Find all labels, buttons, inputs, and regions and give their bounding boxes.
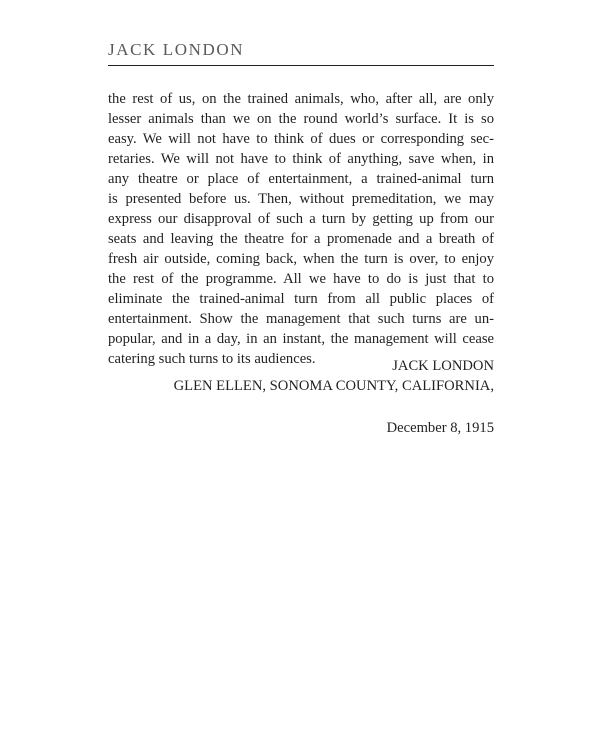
text-line: fresh air outside, coming back, when the turn is over, to enjoy <box>108 251 494 267</box>
signature-location: GLEN ELLEN, SONOMA COUNTY, CALIFORNIA, <box>173 378 494 394</box>
header-rule <box>108 65 494 66</box>
text-line: eliminate the trained-animal turn from all public places of <box>108 291 494 307</box>
text-line: lesser animals than we on the round world’s surface. It is so <box>108 111 494 127</box>
running-header: JACK LONDON <box>108 40 245 59</box>
text-line: retaries. We will not have to think of anything, save when, in <box>108 151 494 167</box>
text-line: is presented before us. Then, without premeditation, we may <box>108 191 494 207</box>
text-line: the rest of the programme. All we have to do is just that to <box>108 271 494 287</box>
text-line: express our disapproval of such a turn by getting up from our <box>108 211 494 227</box>
text-line: entertainment. Show the management that such turns are un- <box>108 311 494 327</box>
text-line: popular, and in a day, in an instant, the management will cease <box>108 331 494 347</box>
text-line: seats and leaving the theatre for a promenade and a breath of <box>108 231 494 247</box>
text-line: easy. We will not have to think of dues or corresponding sec- <box>108 131 494 147</box>
signature-date: December 8, 1915 <box>386 420 494 436</box>
signature-name: JACK LONDON <box>392 358 494 374</box>
text-line: any theatre or place of entertainment, a trained-animal turn <box>108 171 494 187</box>
body-paragraph <box>108 89 494 369</box>
signature-block <box>174 356 494 438</box>
text-line: catering such turns to its audiences. <box>108 351 316 367</box>
text-line: the rest of us, on the trained animals, who, after all, are only <box>108 91 494 107</box>
